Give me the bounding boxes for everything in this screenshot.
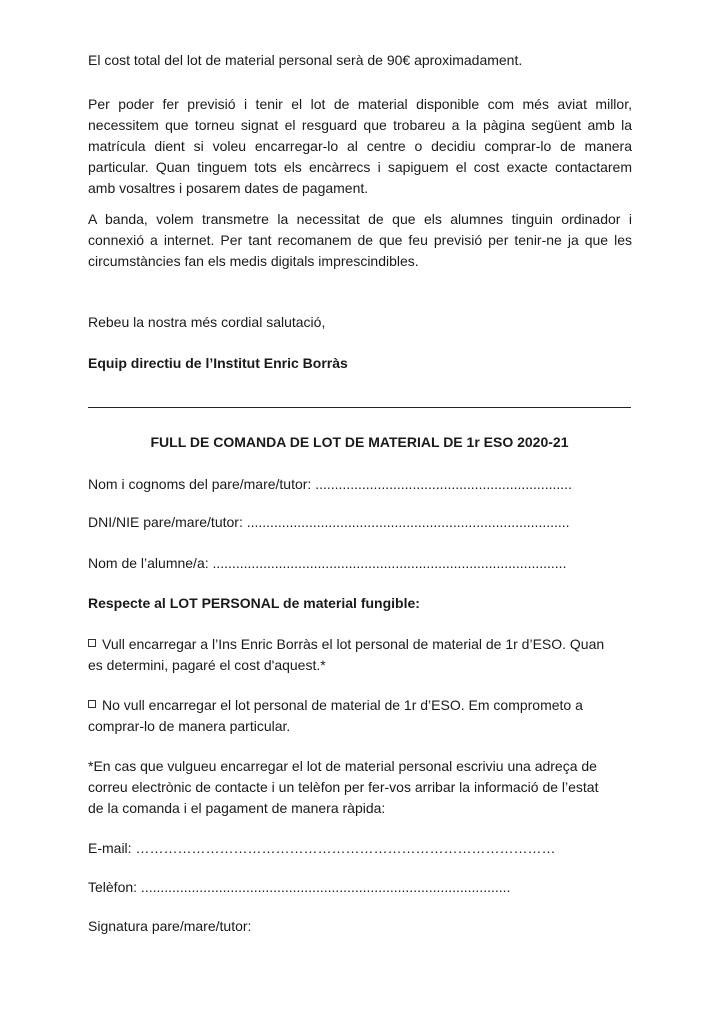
text-line: amb vosaltres i posarem dates de pagament.	[88, 180, 369, 196]
cost-line: El cost total del lot de material personal serà de 90€ aproximadament.	[88, 52, 523, 68]
option-order[interactable]	[88, 634, 632, 676]
text-line: de la comanda i el pagament de manera ràpida:	[88, 800, 386, 816]
student-name-field[interactable]: Nom de l’alumne/a: ...........................................................................................	[88, 555, 567, 571]
email-field[interactable]: E-mail: ………………………………………………………………………………	[88, 840, 556, 856]
text-line: connexió a internet. Per tant recomanem de que feu previsió per tenir-ne ja que les	[88, 232, 632, 248]
option-no-order[interactable]	[88, 695, 632, 737]
parent-signature-field[interactable]: Signatura pare/mare/tutor:	[88, 918, 252, 934]
checkbox[interactable]	[88, 639, 96, 647]
paragraph-computer-info	[88, 209, 632, 272]
section-heading: Respecte al LOT PERSONAL de material fungible:	[88, 595, 420, 611]
text-line: correu electrònic de contacte i un telèfon per fer-vos arribar la informació de l’estat	[88, 779, 599, 795]
parent-name-field[interactable]: Nom i cognoms del pare/mare/tutor: ..................................................................	[88, 476, 572, 492]
checkbox[interactable]	[88, 700, 96, 708]
option-text: Vull encarregar a l’Ins Enric Borràs el lot personal de material de 1r d’ESO. Quan	[102, 636, 605, 652]
paragraph-ordering-info	[88, 94, 632, 199]
salutation: Rebeu la nostra més cordial salutació,	[88, 314, 326, 330]
parent-id-field[interactable]: DNI/NIE pare/mare/tutor: ...................................................................................	[88, 514, 570, 530]
option-text: comprar-lo de manera particular.	[88, 718, 291, 734]
text-line: Per poder fer previsió i tenir el lot de material disponible com més aviat millor,	[88, 96, 632, 112]
text-line: necessitem que torneu signat el resguard que trobareu a la pàgina següent amb la	[88, 117, 632, 133]
form-title: FULL DE COMANDA DE LOT DE MATERIAL DE 1r ESO 2020-21	[150, 434, 569, 450]
signature-block: Equip directiu de l’Institut Enric Borràs	[88, 355, 348, 371]
text-line: matrícula dient si voleu encarregar-lo al centre o decidiu comprar-lo de manera	[88, 138, 632, 154]
footnote	[88, 756, 632, 819]
phone-field[interactable]: Telèfon: ...............................................................................................	[88, 879, 511, 895]
option-text: No vull encarregar el lot personal de material de 1r d’ESO. Em comprometo a	[102, 697, 583, 713]
text-line: A banda, volem transmetre la necessitat de que els alumnes tinguin ordinador i	[88, 211, 632, 227]
text-line: circumstàncies fan els medis digitals imprescindibles.	[88, 253, 419, 269]
divider	[88, 407, 631, 408]
option-text: es determini, pagaré el cost d'aquest.*	[88, 657, 326, 673]
text-line: particular. Quan tinguem tots els encàrrecs i sapiguem el cost exacte contactarem	[88, 159, 632, 175]
text-line: *En cas que vulgueu encarregar el lot de material personal escriviu una adreça de	[88, 758, 597, 774]
